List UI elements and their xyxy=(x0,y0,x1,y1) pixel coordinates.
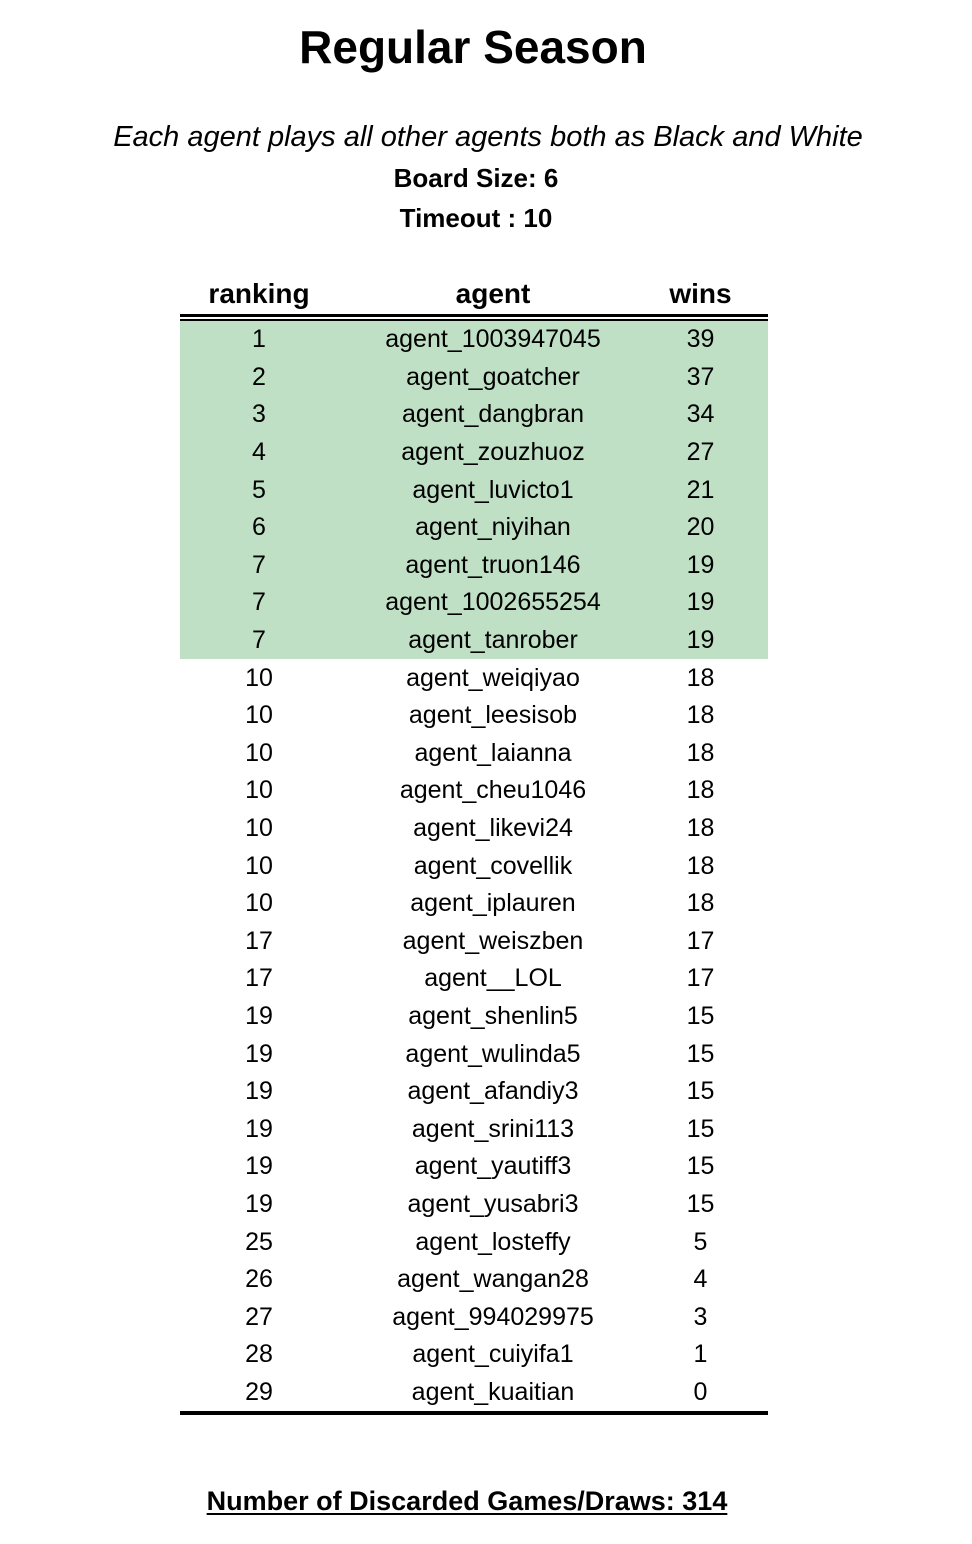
ranking-cell: 19 xyxy=(245,1039,273,1068)
ranking-cell: 10 xyxy=(245,851,273,880)
table-row xyxy=(180,1374,768,1412)
ranking-cell: 25 xyxy=(245,1227,273,1256)
wins-cell: 20 xyxy=(686,513,715,542)
wins-cell: 19 xyxy=(686,550,715,579)
subtitle: Each agent plays all other agents both as Black and White xyxy=(113,121,863,153)
agent-cell: agent_dangbran xyxy=(401,400,585,429)
wins-cell: 34 xyxy=(686,400,715,429)
table-row xyxy=(180,960,768,998)
table-row xyxy=(180,1261,768,1299)
ranking-cell: 2 xyxy=(252,362,266,391)
ranking-cell: 5 xyxy=(252,475,266,504)
agent-cell: agent_yautiff3 xyxy=(414,1152,572,1181)
ranking-cell: 4 xyxy=(252,438,266,467)
timeout-label: Timeout : 10 xyxy=(399,203,553,233)
table-row xyxy=(180,359,768,397)
ranking-cell: 17 xyxy=(245,964,273,993)
ranking-cell: 17 xyxy=(245,926,273,955)
table-body xyxy=(180,321,768,1411)
wins-cell: 37 xyxy=(686,362,715,391)
table-row xyxy=(180,847,768,885)
table-row xyxy=(180,1110,768,1148)
table-row xyxy=(180,810,768,848)
wins-cell: 15 xyxy=(686,1077,715,1106)
table-header xyxy=(180,274,768,314)
agent-cell: agent_cuiyifa1 xyxy=(412,1340,574,1369)
agent-cell: agent_truon146 xyxy=(405,550,581,579)
wins-cell: 39 xyxy=(686,325,715,354)
table-row xyxy=(180,509,768,547)
agent-cell: agent_losteffy xyxy=(415,1227,571,1256)
table-row xyxy=(180,1223,768,1261)
agent-cell: agent_srini113 xyxy=(411,1114,575,1143)
ranking-cell: 28 xyxy=(245,1340,273,1369)
ranking-cell: 26 xyxy=(245,1265,273,1294)
agent-cell: agent_wangan28 xyxy=(397,1265,589,1294)
wins-cell: 15 xyxy=(686,1039,715,1068)
ranking-cell: 10 xyxy=(245,814,273,843)
ranking-cell: 10 xyxy=(245,776,273,805)
table-row xyxy=(180,321,768,359)
agent-cell: agent_994029975 xyxy=(392,1302,594,1331)
agent-cell: agent_weiszben xyxy=(402,926,584,955)
wins-cell: 18 xyxy=(686,851,715,880)
wins-cell: 15 xyxy=(686,1001,715,1030)
wins-cell: 18 xyxy=(686,776,715,805)
agent-cell: agent_1002655254 xyxy=(385,588,601,617)
wins-cell: 27 xyxy=(686,438,715,467)
table-row xyxy=(180,434,768,472)
agent-cell: agent_zouzhuoz xyxy=(401,438,585,467)
agent-cell: agent_afandiy3 xyxy=(407,1077,579,1106)
header-agent: agent xyxy=(455,278,531,309)
table-row xyxy=(180,622,768,660)
table-row xyxy=(180,471,768,509)
ranking-cell: 19 xyxy=(245,1189,273,1218)
wins-cell: 15 xyxy=(686,1189,715,1218)
header-wins: wins xyxy=(669,278,732,309)
table-row xyxy=(180,584,768,622)
agent-cell: agent_luvicto1 xyxy=(412,475,574,504)
table-row xyxy=(180,923,768,961)
table-row xyxy=(180,547,768,585)
ranking-cell: 10 xyxy=(245,889,273,918)
agent-cell: agent_wulinda5 xyxy=(405,1039,581,1068)
table-row xyxy=(180,998,768,1036)
wins-cell: 17 xyxy=(686,964,715,993)
wins-cell: 19 xyxy=(686,588,715,617)
ranking-cell: 19 xyxy=(245,1001,273,1030)
table-row xyxy=(180,1336,768,1374)
agent-cell: agent_1003947045 xyxy=(385,325,601,354)
ranking-cell: 3 xyxy=(252,400,266,429)
agent-cell: agent_likevi24 xyxy=(413,814,573,843)
table-bottom-rule xyxy=(180,1411,768,1415)
table-row xyxy=(180,735,768,773)
wins-cell: 15 xyxy=(686,1114,715,1143)
ranking-cell: 27 xyxy=(245,1302,273,1331)
table-row xyxy=(180,396,768,434)
wins-cell: 21 xyxy=(686,475,715,504)
wins-cell: 18 xyxy=(686,814,715,843)
agent-cell: agent_weiqiyao xyxy=(406,663,580,692)
wins-cell: 1 xyxy=(693,1340,708,1369)
ranking-cell: 10 xyxy=(245,738,273,767)
header-double-rule xyxy=(180,314,768,321)
page-title: Regular Season xyxy=(299,21,647,73)
wins-cell: 3 xyxy=(693,1302,708,1331)
agent-cell: agent_shenlin5 xyxy=(408,1001,578,1030)
ranking-cell: 19 xyxy=(245,1152,273,1181)
agent-cell: agent_covellik xyxy=(413,851,573,880)
wins-cell: 17 xyxy=(686,926,715,955)
ranking-cell: 1 xyxy=(252,325,266,354)
ranking-cell: 7 xyxy=(252,626,266,655)
table-row xyxy=(180,1073,768,1111)
agent-cell: agent_laianna xyxy=(414,738,572,767)
table-row xyxy=(180,1148,768,1186)
wins-cell: 15 xyxy=(686,1152,715,1181)
standings-table xyxy=(180,274,768,1415)
header-ranking: ranking xyxy=(208,278,310,309)
wins-cell: 19 xyxy=(686,626,715,655)
wins-cell: 18 xyxy=(686,889,715,918)
ranking-cell: 7 xyxy=(252,588,266,617)
wins-cell: 18 xyxy=(686,663,715,692)
table-row xyxy=(180,885,768,923)
table-row xyxy=(180,659,768,697)
table-row xyxy=(180,1298,768,1336)
ranking-cell: 19 xyxy=(245,1077,273,1106)
wins-cell: 18 xyxy=(686,738,715,767)
ranking-cell: 19 xyxy=(245,1114,273,1143)
agent-cell: agent_iplauren xyxy=(410,889,576,918)
wins-cell: 0 xyxy=(693,1377,708,1406)
discarded-games-note: Number of Discarded Games/Draws: 314 xyxy=(206,1486,728,1516)
wins-cell: 5 xyxy=(693,1227,708,1256)
table-row xyxy=(180,772,768,810)
wins-cell: 18 xyxy=(686,701,715,730)
ranking-cell: 10 xyxy=(245,701,273,730)
board-size-label: Board Size: 6 xyxy=(393,163,559,193)
table-row xyxy=(180,697,768,735)
agent-cell: agent_leesisob xyxy=(408,701,578,730)
ranking-cell: 10 xyxy=(245,663,273,692)
agent-cell: agent_cheu1046 xyxy=(399,776,587,805)
agent-cell: agent_goatcher xyxy=(406,362,580,391)
agent-cell: agent_yusabri3 xyxy=(407,1189,579,1218)
ranking-cell: 6 xyxy=(252,513,266,542)
agent-cell: agent_niyihan xyxy=(415,513,571,542)
table-row xyxy=(180,1035,768,1073)
agent-cell: agent__LOL xyxy=(424,964,562,993)
agent-cell: agent_kuaitian xyxy=(411,1377,575,1406)
ranking-cell: 29 xyxy=(245,1377,273,1406)
ranking-cell: 7 xyxy=(252,550,266,579)
agent-cell: agent_tanrober xyxy=(408,626,578,655)
table-row xyxy=(180,1186,768,1224)
wins-cell: 4 xyxy=(693,1265,708,1294)
